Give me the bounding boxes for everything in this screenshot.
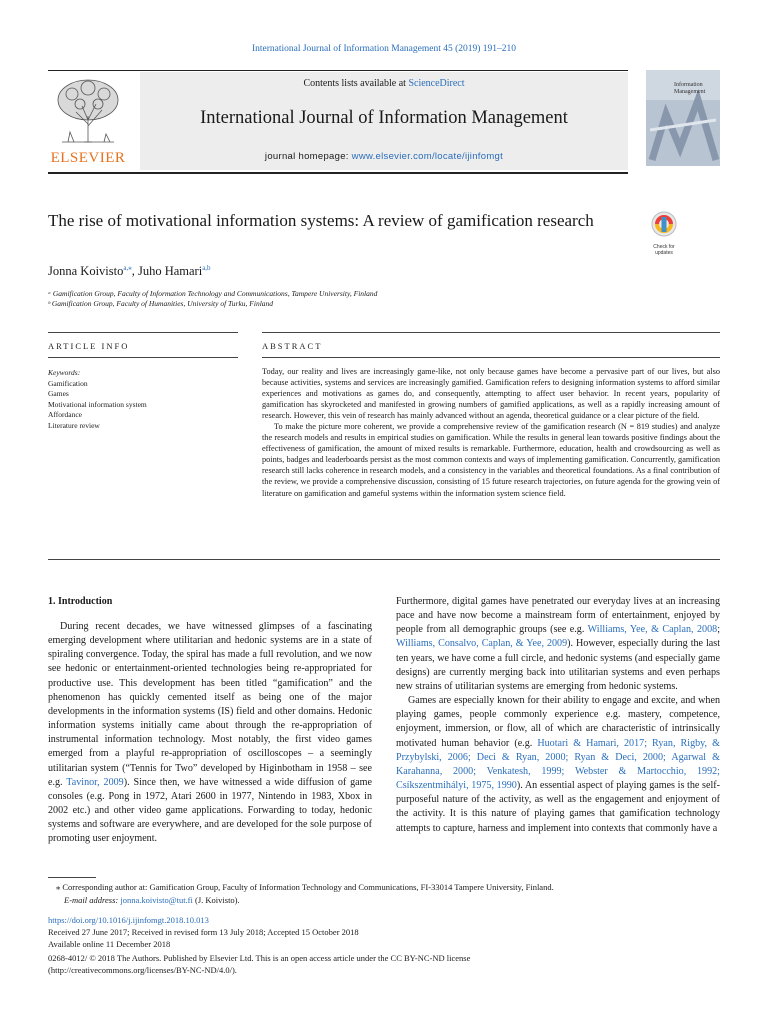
license-line-1: 0268-4012/ © 2018 The Authors. Published by Elsevier Ltd. This is an open access article under the CC BY-NC-ND license — [48, 953, 471, 963]
email-label: E-mail address: — [64, 895, 121, 905]
online-date: Available online 11 December 2018 — [48, 939, 171, 949]
keyword-item: Motivational information system — [48, 399, 147, 409]
citation-link[interactable]: Williams, Consalvo, Caplan, & Yee, 2009 — [396, 638, 568, 650]
keyword-item: Literature review — [48, 420, 100, 430]
body-text: During recent decades, we have witnessed glimpses of a fascinating emerging development where utilitarian and hedonic systems are in a state of spiraling convergence. Today, the spiral has made a full revolution, and we now see hedonic or entertainment-oriented technologies being re-appropriated for productive use. This development has been titled “gamification” and the phenomenon has quickly cemented itself as being one of the major developments in the information systems (IS) field and other domains. Hedonic information systems initially came about through the re-appropriation of instrumental information technology. Most notably, the first video games emerged from a playful re-appropriation of oscilloscopes – a seemingly utilitarian system (“Tennis for Two” developed by Higinbotham in 1958 – see e.g. — [48, 621, 372, 788]
author-list — [48, 264, 211, 279]
contents-line — [140, 78, 628, 89]
body-paragraph — [48, 620, 372, 847]
keyword-item: Affordance — [48, 410, 83, 419]
author-name[interactable]: Juho Hamari — [137, 264, 203, 279]
sciencedirect-link[interactable]: ScienceDirect — [408, 78, 465, 89]
license-line-2: (http://creativecommons.org/licenses/BY-NC-ND/4.0/). — [48, 965, 237, 975]
running-head[interactable]: International Journal of Information Management 45 (2019) 191–210 — [251, 44, 517, 54]
received-dates: Received 27 June 2017; Received in revised form 13 July 2018; Accepted 15 October 2018 — [48, 927, 359, 937]
abstract-bottom-rule — [48, 559, 720, 560]
keyword-item: Gamification — [48, 378, 88, 388]
article-info-heading: ARTICLE INFO — [48, 341, 130, 351]
email-line — [64, 895, 240, 905]
body-text: ). However, especially during the last ten years, we have come a full circle, and hedonic systems (and especially game designs) are currently merging back into utilitarian systems and even perhaps new strains of utilitarian systems are emerging from hedonic systems. — [396, 638, 721, 692]
body-paragraph — [396, 694, 720, 836]
abstract-paragraph-2: To make the picture more coherent, we provide a comprehensive review of the gamification research (N = 819 studies) and analyze the research models and results in empirical studies on gamification. While the results in general lean towards positive findings about the effectiveness of gamification, the amount of mixed results is remarkable. Furthermore, education, health and crowdsourcing as well as points, badges and leaderboards persist as the most common contexts and ways of implementing gamification. Concurrently, gamification research still lacks coherence in research models, and a consistency in the variables and theoretical foundations. As a final contribution of the review, we provide a comprehensive discussion, consisting of 15 future research trajectories, on future agenda for the growing vein of literature on gamification and gameful systems within the information system science field. — [262, 422, 720, 498]
crossmark-badge[interactable] — [644, 211, 684, 256]
body-paragraph — [396, 595, 720, 694]
affiliation-b: ᵇ Gamification Group, Faculty of Humanities, University of Turku, Finland — [48, 299, 274, 308]
email-link[interactable]: jonna.koivisto@tut.fi — [120, 895, 193, 905]
header-bottom-rule — [48, 172, 628, 174]
journal-title: International Journal of Information Management — [200, 108, 568, 128]
homepage-link[interactable]: www.elsevier.com/locate/ijinfomgt — [351, 151, 504, 162]
citation-link[interactable]: Tavinor, 2009 — [66, 776, 124, 788]
journal-homepage-line — [140, 151, 628, 162]
body-text: ). Since then, we have witnessed a wide diffusion of game consoles (e.g. Pong in 1972, Atari 2600 in 1977, Nintendo in 1983, Xbox in 2002 etc.) and other video game applications. Forwarding to today, hedonic systems and software are everywhere, and are developed for the sole purpose of promoting user enjoyment. — [48, 776, 372, 845]
cover-title-line1: Information — [674, 82, 703, 88]
keywords-label: Keywords: — [48, 368, 81, 377]
author-affiliation-marker[interactable]: a,⁎ — [123, 264, 132, 272]
abstract-paragraph-1: Today, our reality and lives are increasingly game-like, not only because games have become a pervasive part of our lives, but also because activities, systems and services are increasingly gamified. Gamification refers to designing information systems to afford similar experiences and motivations as games do, and consequently, attempting to affect user behavior. In recent years, popularity of gamification has skyrocketed and manifested in growing numbers of gamified applications, as well as a rapidly increasing amount of research. However, this vein of research has mainly advanced without an agenda, theoretical guidance or a clear picture of the field. — [262, 367, 720, 421]
body-right-column — [396, 595, 720, 836]
affiliation-a: ᵃ Gamification Group, Faculty of Information Technology and Communications, Tampere University, Finland — [48, 289, 378, 298]
author-affiliation-marker[interactable]: a,b — [202, 264, 211, 272]
section-heading-introduction: 1. Introduction — [48, 596, 113, 607]
citation-link[interactable]: Williams, Yee, & Caplan, 2008 — [587, 624, 718, 636]
contents-prefix: Contents lists available at — [303, 78, 409, 89]
abstract-rule — [262, 357, 720, 358]
body-text: ). An essential aspect of playing games is the self-purposeful nature of the activity, as well as the engagement and enjoyment of the activity. It is this nature of playing games that gamification technology attempts to capture, harness and implement into contexts that commonly have a — [396, 780, 720, 834]
abstract-top-rule — [262, 332, 720, 333]
keyword-item: Games — [48, 389, 69, 398]
homepage-prefix: journal homepage: — [264, 151, 352, 162]
footnote-rule — [48, 877, 96, 878]
body-text: ; — [717, 624, 720, 636]
abstract-text — [262, 366, 720, 499]
crossmark-label-2: updates — [655, 250, 673, 256]
publisher-logo-text: ELSEVIER — [50, 150, 126, 166]
body-left-column — [48, 620, 372, 847]
doi-link[interactable]: https://doi.org/10.1016/j.ijinfomgt.2018.10.013 — [48, 915, 209, 925]
body-text: Games are especially known for their ability to engage and excite, and when playing games, people commonly experience e.g. mastery, competence, enjoyment, immersion, or flow, all of which are characteristic of intrinsically motivated human behavior (e.g. — [396, 695, 720, 749]
cover-title-line2: Management — [674, 89, 706, 95]
body-text: Furthermore, digital games have penetrated our everyday lives at an increasing pace and have now become a mainstream form of entertainment, enjoyed by people from all demographic groups (see e.g. — [396, 596, 720, 636]
header-top-rule — [48, 70, 628, 71]
article-info-rule — [48, 357, 238, 358]
crossmark-label-1: Check for — [653, 244, 675, 250]
journal-cover-thumbnail — [646, 70, 720, 166]
abstract-heading: ABSTRACT — [262, 341, 323, 351]
email-suffix: (J. Koivisto). — [192, 895, 240, 905]
citation-link[interactable]: Huotari & Hamari, 2017; Ryan, Rigby, & Przybylski, 2006; Deci & Ryan, 2000; Ryan & Deci, 2000; Agarwal & Karahanna, 2000; Venkatesh, 1999; Webster & Martocchio, 1992; Csíkszentmihályi, 1975, 1990 — [396, 737, 720, 792]
author-name[interactable]: Jonna Koivisto — [48, 264, 124, 279]
author-separator: , — [131, 264, 138, 279]
article-info-top-rule — [48, 332, 238, 333]
corresponding-author-note: ⁎ Corresponding author at: Gamification Group, Faculty of Information Technology and Communications, FI-33014 Tampere University, Finland. — [56, 882, 554, 892]
crossmark-icon — [644, 211, 684, 239]
keywords-block — [48, 368, 238, 431]
article-title: The rise of motivational information systems: A review of gamification research — [48, 211, 594, 230]
